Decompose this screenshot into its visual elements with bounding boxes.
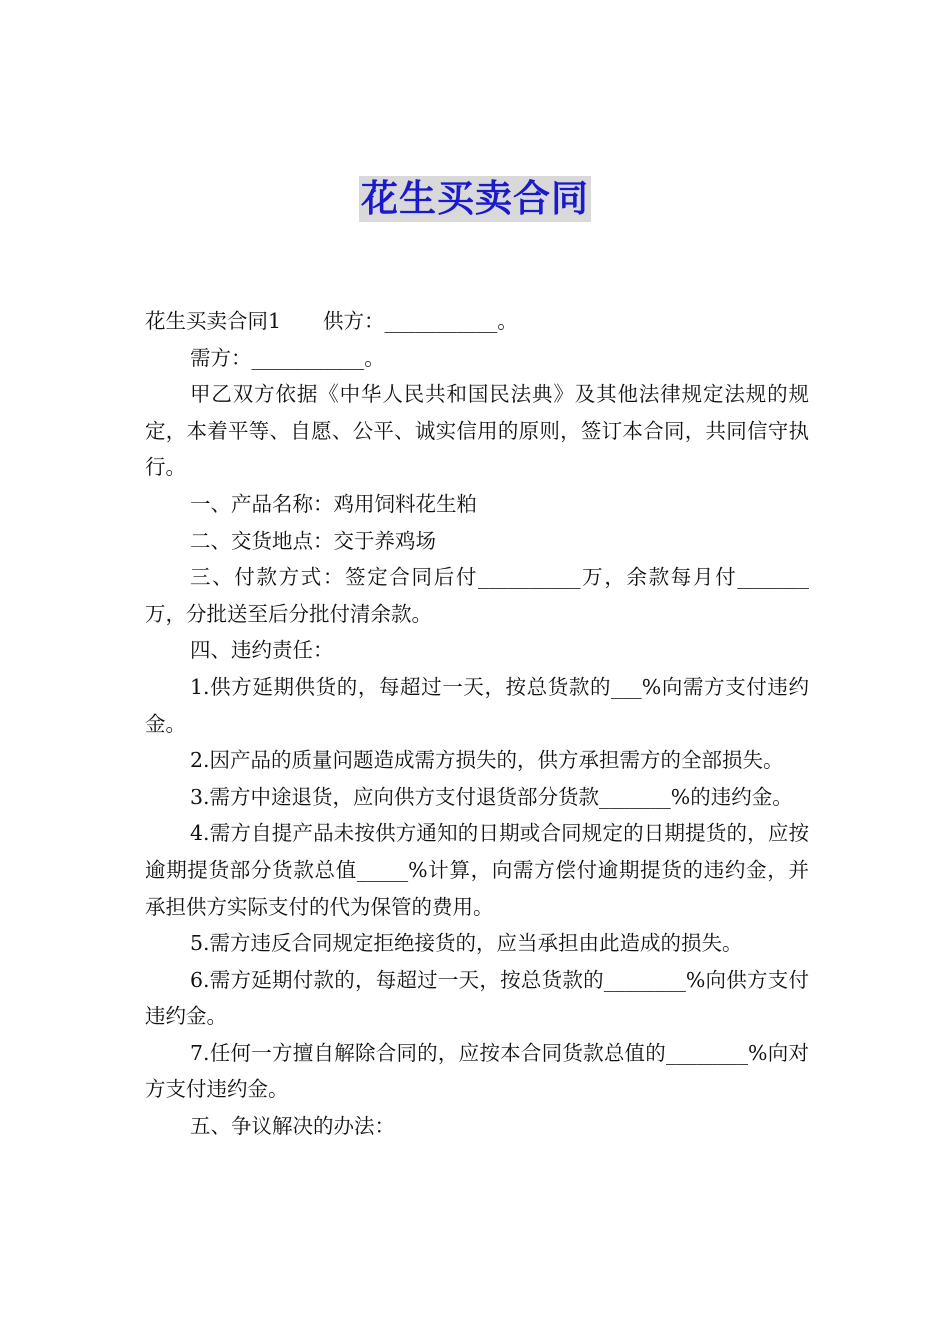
document-title: 花生买卖合同 xyxy=(361,177,589,220)
contract-label: 花生买卖合同1 xyxy=(145,309,282,333)
liability-item-5: 5.需方违反合同规定拒绝接货的，应当承担由此造成的损失。 xyxy=(190,931,743,956)
liability-item-4: 4.需方自提产品未按供方通知的日期或合同规定的日期提货的，应按逾期提货部分货款总值_____%计算，向需方偿付逾期提货的违约金，并承担供方实际支付的代为保管的费用。 xyxy=(145,821,809,919)
clause-dispute-resolution: 五、争议解决的办法： xyxy=(190,1114,395,1139)
liability-item-6: 6.需方延期付款的，每超过一天，按总货款的________%向供方支付违约金。 xyxy=(145,967,809,1029)
clause-liability-heading: 四、违约责任： xyxy=(190,638,334,663)
liability-item-7: 7.任何一方擅自解除合同的，应按本合同货款总值的________%向对方支付违约金。 xyxy=(145,1040,809,1102)
buyer-field: 需方：___________。 xyxy=(190,345,385,370)
clause-product-name: 一、产品名称：鸡用饲料花生粕 xyxy=(190,491,477,516)
clause-delivery-place: 二、交货地点：交于养鸡场 xyxy=(190,528,436,553)
clause-payment-method: 三、付款方式：签定合同后付__________万，余款每月付_______万，分批送至后分批付清余款。 xyxy=(145,565,809,626)
liability-item-2: 2.因产品的质量问题造成需方损失的，供方承担需方的全部损失。 xyxy=(190,748,784,773)
document-body xyxy=(145,303,809,1145)
liability-item-3: 3.需方中途退货，应向供方支付退货部分货款_______%的违约金。 xyxy=(190,784,793,809)
supplier-field: 供方：___________。 xyxy=(323,309,518,333)
heading-line xyxy=(145,303,809,340)
liability-item-1: 1.供方延期供货的，每超过一天，按总货款的___%向需方支付违约金。 xyxy=(145,674,809,736)
preamble-paragraph: 甲乙双方依据《中华人民共和国民法典》及其他法律规定法规的规定，本着平等、自愿、公平、诚实信用的原则，签订本合同，共同信守执行。 xyxy=(145,382,809,480)
title-block xyxy=(0,176,950,222)
